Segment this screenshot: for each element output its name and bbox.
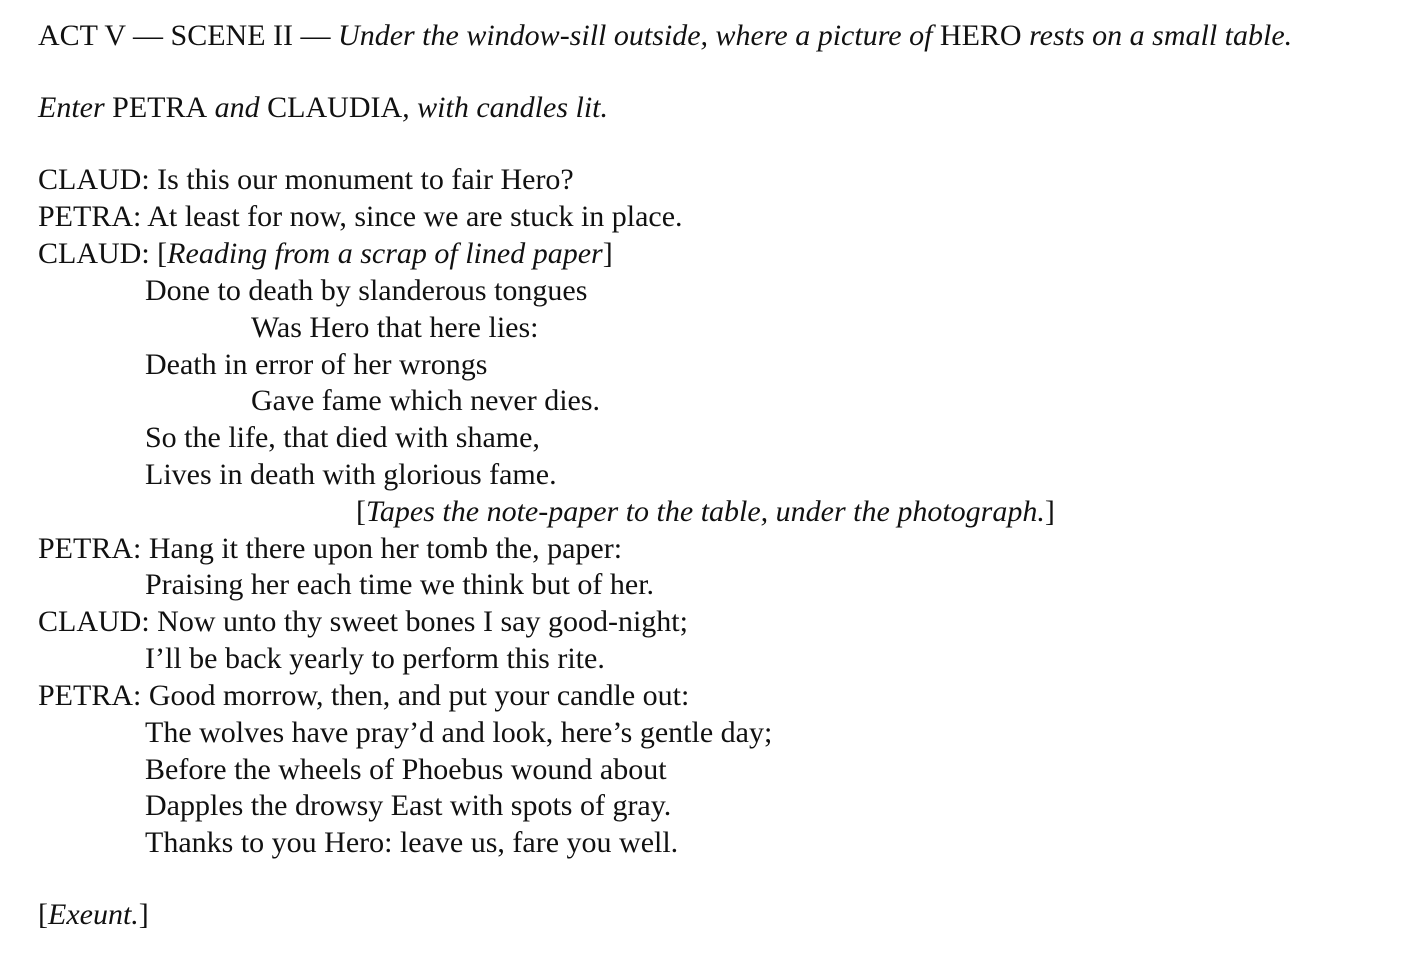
epitaph-line: Done to death by slanderous tongues: [145, 274, 588, 307]
exeunt-text: Exeunt.: [48, 898, 139, 931]
verse-line: The wolves have pray’d and look, here’s gentle day;: [145, 716, 773, 749]
epitaph-line: Death in error of her wrongs: [145, 348, 488, 381]
entrance-name-petra: PETRA: [112, 91, 208, 124]
bracket-close: ]: [602, 237, 613, 270]
dialogue-line: [38, 162, 574, 198]
epitaph-line: Gave fame which never dies.: [251, 384, 601, 417]
line-text: At least for now, since we are stuck in place.: [141, 200, 683, 233]
verse-line: Thanks to you Hero: leave us, fare you well.: [145, 826, 679, 859]
entrance-name-claudia: CLAUDIA: [267, 91, 403, 124]
enter-word: Enter: [38, 91, 113, 124]
verse-line: Praising her each time we think but of her.: [145, 568, 655, 601]
dialogue-line: [38, 678, 689, 714]
inline-stage-direction: Reading from a scrap of lined paper: [167, 237, 603, 270]
speaker-name: PETRA:: [38, 200, 142, 233]
speaker-name: PETRA:: [38, 532, 142, 565]
entrance-rest: , with candles lit.: [402, 91, 608, 124]
speaker-name: CLAUD:: [38, 163, 150, 196]
speaker-name: CLAUD:: [38, 605, 150, 638]
dialogue-line: [38, 236, 613, 272]
epitaph-line: Was Hero that here lies:: [251, 311, 539, 344]
line-text: Is this our monument to fair Hero?: [149, 163, 574, 196]
bracket-open: [: [356, 495, 366, 528]
exeunt-direction: [38, 897, 149, 933]
bracket-open: [: [38, 898, 48, 931]
speaker-name: CLAUD:: [38, 237, 150, 270]
epitaph-line: Lives in death with glorious fame.: [145, 458, 557, 491]
setting-text-a: Under the window-sill outside, where a picture of: [338, 19, 940, 52]
dialogue-line: [38, 604, 688, 640]
dialogue-line: [38, 531, 622, 567]
setting-name: HERO: [939, 19, 1022, 52]
line-text: Now unto thy sweet bones I say good-night;: [149, 605, 688, 638]
speaker-name: PETRA:: [38, 679, 142, 712]
entrance-and: and: [207, 91, 268, 124]
dialogue-line: [38, 199, 683, 235]
act-scene-label: ACT V — SCENE II —: [38, 19, 339, 52]
setting-text-b: rests on a small table.: [1021, 19, 1293, 52]
stage-direction-text: Tapes the note-paper to the table, under the photograph.: [366, 495, 1045, 528]
bracket-close: ]: [1044, 495, 1055, 528]
verse-line: Before the wheels of Phoebus wound about: [145, 753, 667, 786]
line-text: Good morrow, then, and put your candle out:: [141, 679, 690, 712]
verse-line: I’ll be back yearly to perform this rite.: [145, 642, 605, 675]
line-text: Hang it there upon her tomb the, paper:: [141, 532, 623, 565]
bracket-open: [: [149, 237, 168, 270]
bracket-close: ]: [138, 898, 149, 931]
entrance-direction: [38, 90, 608, 126]
verse-line: Dapples the drowsy East with spots of gray.: [145, 789, 672, 822]
stage-direction: [356, 494, 1055, 530]
scene-heading: [38, 18, 1292, 54]
epitaph-line: So the life, that died with shame,: [145, 421, 540, 454]
